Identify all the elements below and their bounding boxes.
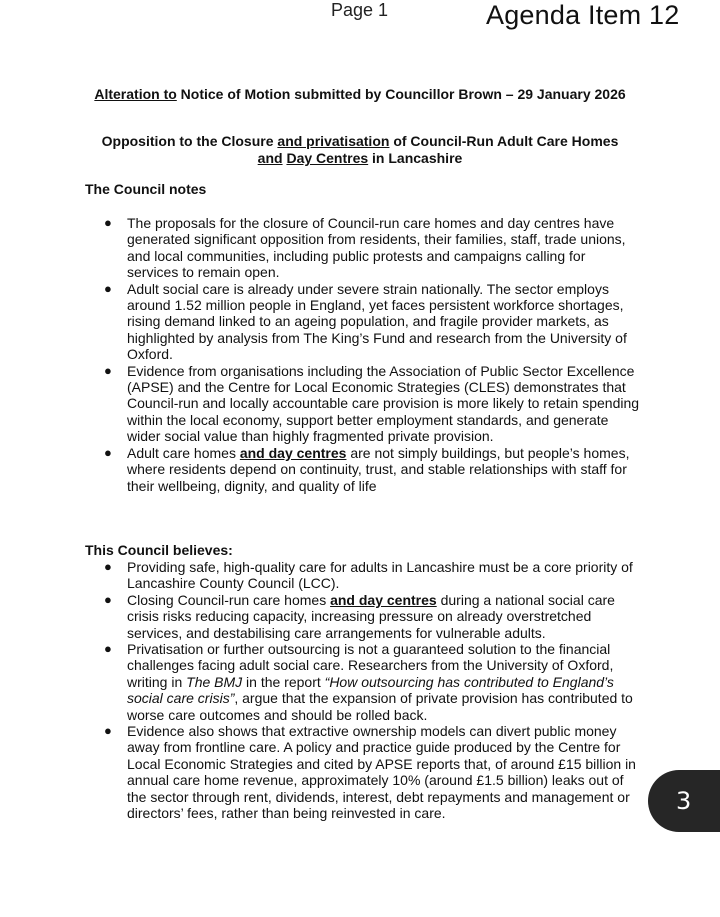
subtitle-line-1 — [0, 133, 720, 150]
page-label: Page 1 — [331, 0, 389, 20]
list-item — [0, 281, 640, 363]
bullet-icon: ● — [104, 362, 112, 378]
council-believes-list — [0, 559, 640, 822]
list-item-text: in the report — [242, 673, 325, 690]
subtitle-text: of Council-Run Adult Care Homes — [389, 133, 619, 149]
list-item — [0, 723, 640, 821]
page-number: 3 — [676, 787, 692, 815]
bullet-icon: ● — [104, 559, 112, 574]
council-notes-heading: The Council notes — [85, 181, 207, 197]
title-underlined-text: Alteration to — [94, 86, 177, 102]
list-item-text: are not simply buildings, but people’s homes, where residents depend on continuity, trust, and stable relationships with staff for their wellbeing, dignity, and quality of life — [127, 444, 630, 494]
list-item — [0, 215, 640, 281]
bullet-icon: ● — [104, 641, 112, 657]
subtitle-line-2 — [0, 150, 720, 167]
bullet-icon: ● — [104, 723, 112, 739]
list-item-text: , argue that the expansion of private provision has contributed to worse care outcomes and should be rolled back. — [127, 690, 633, 723]
list-item-bold-text: and day centres — [330, 591, 437, 608]
list-item — [0, 592, 640, 641]
list-item — [0, 363, 640, 445]
subtitle-underlined-text: and — [257, 150, 283, 166]
list-item-text: Privatisation or further outsourcing is not a guaranteed solution to the financial challenges facing adult social care. Researchers from the University of Oxford, writing in — [127, 641, 614, 690]
subtitle-underlined-text: and privatisation — [277, 133, 390, 149]
list-item-text: Adult social care is already under severe strain nationally. The sector employs around 1.52 million people in England, yet faces persistent workforce shortages, rising demand linked to an ageing population, and fragile provider markets, as highlighted by analysis from The King’s Fund and research from the University of Oxford. — [127, 280, 627, 363]
subtitle-underlined-text: Day Centres — [286, 150, 369, 166]
list-item — [0, 641, 640, 723]
bullet-icon: ● — [104, 215, 112, 230]
list-item-italic-text: The BMJ — [186, 673, 243, 690]
agenda-item-label: Agenda Item 12 — [486, 0, 680, 30]
council-notes-list — [0, 215, 640, 494]
list-item-text: Adult care homes — [127, 444, 240, 461]
page-number-badge[interactable] — [648, 770, 720, 832]
list-item-text: Closing Council-run care homes — [127, 591, 331, 608]
list-item-italic-text: “How outsourcing has contributed to England’s social care crisis” — [127, 673, 614, 707]
bullet-icon: ● — [104, 591, 112, 607]
list-item — [0, 559, 640, 592]
subtitle-text: Opposition to the Closure — [101, 133, 278, 149]
bullet-icon: ● — [104, 444, 112, 460]
bullet-icon: ● — [104, 280, 112, 296]
title-text: Notice of Motion submitted by Councillor Brown – 29 January 2026 — [176, 86, 626, 102]
motion-subtitle — [0, 133, 720, 167]
subtitle-text: in Lancashire — [368, 150, 463, 166]
council-believes-heading: This Council believes: — [85, 542, 233, 558]
list-item — [0, 445, 640, 494]
list-item-text: The proposals for the closure of Council-run care homes and day centres have generated significant opposition from residents, their families, staff, trade unions, and local communities, including public protests and campaigns calling for services to remain open. — [127, 215, 626, 281]
list-item-text: during a national social care crisis risks reducing capacity, increasing pressure on already overstretched services, and destabilising care arrangements for vulnerable adults. — [127, 591, 615, 641]
list-item-text: Evidence also shows that extractive ownership models can divert public money away from frontline care. A policy and practice guide produced by the Centre for Local Economic Strategies and cited by APSE reports that, of around £15 billion in annual care home revenue, approximately 10% (around £1.5 billion) leaks out of the sector through rent, dividends, interest, debt repayments and management or directors’ fees, rather than being reinvested in care. — [127, 723, 636, 822]
list-item-text: Evidence from organisations including the Association of Public Sector Excellence (APSE) and the Centre for Local Economic Strategies (CLES) demonstrates that Council-run and locally accountable care provision is more likely to retain spending within the local economy, support better employment standards, and generate wider social value than highly fragmented private provision. — [127, 362, 640, 445]
motion-title — [0, 86, 720, 102]
list-item-bold-text: and day centres — [239, 444, 347, 461]
list-item-text: Providing safe, high-quality care for adults in Lancashire must be a core priority of Lancashire County Council (LCC). — [127, 559, 633, 592]
